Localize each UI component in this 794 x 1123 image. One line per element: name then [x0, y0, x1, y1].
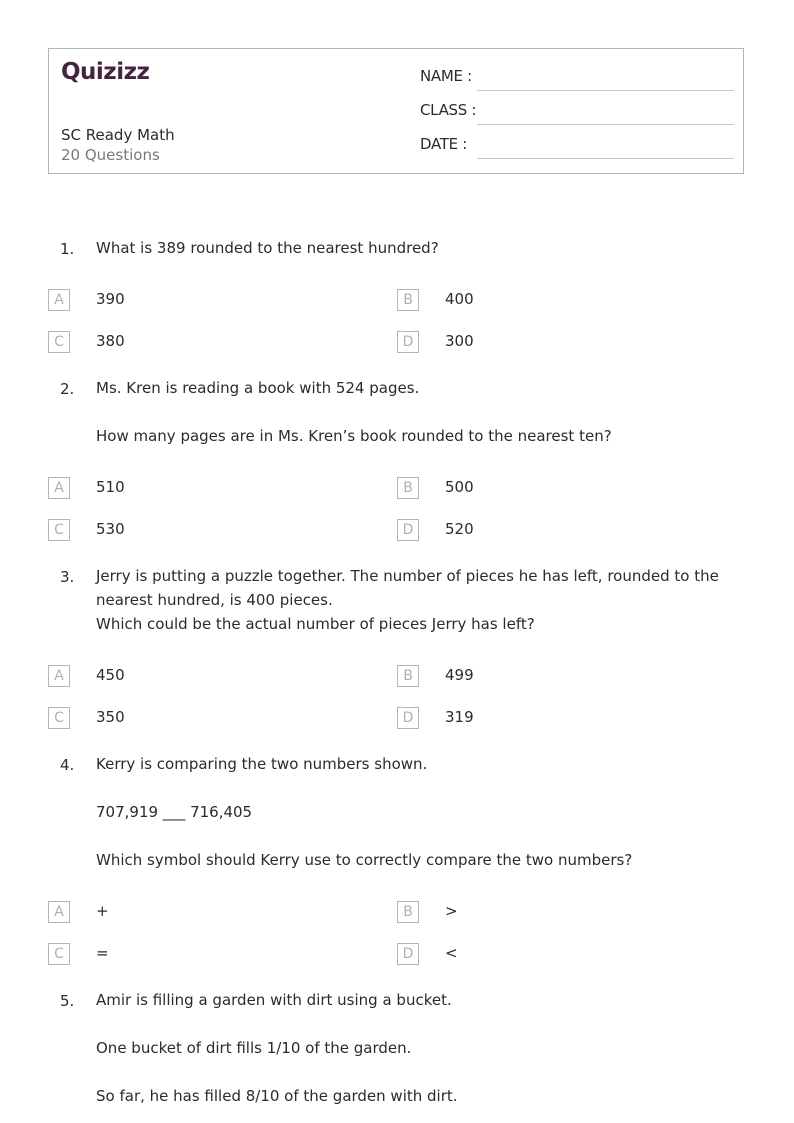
class-field[interactable]	[420, 101, 734, 125]
question-number: 5.	[60, 992, 75, 1010]
question-text	[96, 564, 724, 636]
quizizz-logo: Quizizz	[61, 59, 150, 85]
option-value: 500	[445, 478, 474, 496]
option-value: 319	[445, 708, 474, 726]
date-label: DATE :	[420, 135, 468, 153]
option-value: 530	[96, 520, 125, 538]
question-text	[96, 752, 726, 872]
option-letter: B	[397, 477, 419, 499]
option-value: 400	[445, 290, 474, 308]
option-letter: A	[48, 665, 70, 687]
option-value: +	[96, 902, 109, 920]
option-letter: D	[397, 707, 419, 729]
question-line: How many pages are in Ms. Kren’s book rounded to the nearest ten?	[96, 427, 612, 445]
name-field[interactable]	[420, 67, 734, 91]
option-value: =	[96, 944, 109, 962]
name-input-line[interactable]	[477, 90, 734, 91]
question-line: So far, he has filled 8/10 of the garden with dirt.	[96, 1087, 458, 1105]
question-text	[96, 376, 726, 448]
option-value: 520	[445, 520, 474, 538]
question-line: Ms. Kren is reading a book with 524 pages.	[96, 379, 420, 397]
worksheet-title: SC Ready Math	[61, 126, 175, 144]
option-letter: A	[48, 477, 70, 499]
worksheet-header	[48, 48, 744, 174]
question-line: Jerry is putting a puzzle together. The number of pieces he has left, rounded to the nearest hundred, is 400 pieces.	[96, 567, 719, 609]
question-line: One bucket of dirt fills 1/10 of the garden.	[96, 1039, 412, 1057]
question-line: What is 389 rounded to the nearest hundred?	[96, 239, 439, 257]
option-letter: A	[48, 289, 70, 311]
option-letter: D	[397, 519, 419, 541]
option-letter: C	[48, 707, 70, 729]
option-letter: B	[397, 289, 419, 311]
date-field[interactable]	[420, 135, 734, 159]
option-letter: C	[48, 943, 70, 965]
option-value: 380	[96, 332, 125, 350]
option-value: 510	[96, 478, 125, 496]
question-number: 2.	[60, 380, 75, 398]
option-letter: D	[397, 331, 419, 353]
question-number: 1.	[60, 240, 75, 258]
option-value: >	[445, 902, 458, 920]
question-text	[96, 236, 726, 260]
option-letter: A	[48, 901, 70, 923]
option-value: 499	[445, 666, 474, 684]
option-letter: D	[397, 943, 419, 965]
option-letter: B	[397, 665, 419, 687]
option-value: <	[445, 944, 458, 962]
question-line: Amir is filling a garden with dirt using a bucket.	[96, 991, 452, 1009]
question-line: Which symbol should Kerry use to correctly compare the two numbers?	[96, 851, 633, 869]
question-number: 3.	[60, 568, 75, 586]
question-line: Which could be the actual number of pieces Jerry has left?	[96, 615, 535, 633]
option-value: 350	[96, 708, 125, 726]
option-value: 450	[96, 666, 125, 684]
option-value: 390	[96, 290, 125, 308]
question-line: Kerry is comparing the two numbers shown.	[96, 755, 428, 773]
option-letter: C	[48, 331, 70, 353]
question-number: 4.	[60, 756, 75, 774]
option-value: 300	[445, 332, 474, 350]
class-input-line[interactable]	[477, 124, 734, 125]
name-label: NAME :	[420, 67, 472, 85]
question-line: 707,919 ___ 716,405	[96, 803, 253, 821]
date-input-line[interactable]	[477, 158, 734, 159]
option-letter: C	[48, 519, 70, 541]
question-count: 20 Questions	[61, 146, 160, 164]
question-text	[96, 988, 726, 1108]
class-label: CLASS :	[420, 101, 477, 119]
option-letter: B	[397, 901, 419, 923]
